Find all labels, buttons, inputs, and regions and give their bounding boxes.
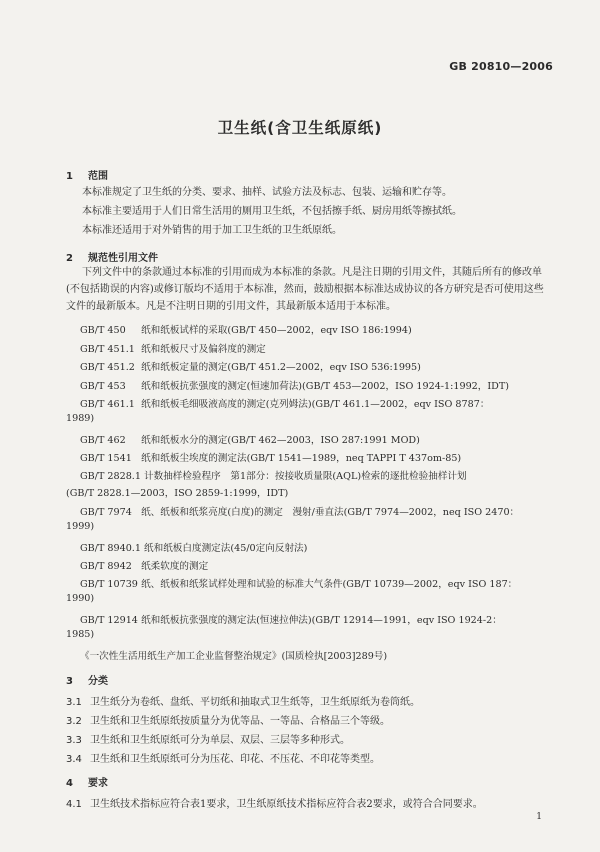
section-heading-scope: 1 范围 <box>66 171 108 182</box>
classification-item: 3.2 卫生纸和卫生纸原纸按质量分为优等品、一等品、合格品三个等级。 <box>66 716 390 727</box>
reference-item: GB/T 8940.1 纸和纸板白度测定法(45/0定向反射法) <box>80 543 308 554</box>
reference-item: GB/T 7974 纸、纸板和纸浆亮度(白度)的测定 漫射/垂直法(GB/T 7974—2002，neq ISO 2470： <box>80 507 520 518</box>
reference-continuation: 1999) <box>66 521 95 532</box>
classification-item: 3.4 卫生纸和卫生纸原纸可分为压花、印花、不压花、不印花等类型。 <box>66 754 380 765</box>
reference-item: GB/T 450 纸和纸板试样的采取(GB/T 450—2002，eqv ISO 186:1994) <box>80 325 412 336</box>
classification-item: 3.1 卫生纸分为卷纸、盘纸、平切纸和抽取式卫生纸等，卫生纸原纸为卷筒纸。 <box>66 697 420 708</box>
reference-item: GB/T 451.2 纸和纸板定量的测定(GB/T 451.2—2002，eqv ISO 536:1995) <box>80 362 421 373</box>
reference-continuation: 1989) <box>66 413 95 424</box>
reference-item: GB/T 12914 纸和纸板抗张强度的测定法(恒速拉伸法)(GB/T 12914—1991，eqv ISO 1924-2： <box>80 615 502 626</box>
section-heading-classification: 3 分类 <box>66 676 108 687</box>
reference-item: GB/T 2828.1 计数抽样检验程序 第1部分：按接收质量限(AQL)检索的逐批检验抽样计划 <box>80 471 467 482</box>
reference-item: GB/T 8942 纸柔软度的测定 <box>80 561 209 572</box>
reference-item: 《一次性生活用纸生产加工企业监督整治规定》(国质检执[2003]289号) <box>80 651 388 662</box>
reference-item: GB/T 462 纸和纸板水分的测定(GB/T 462—2003，ISO 287:1991 MOD) <box>80 435 420 446</box>
reference-continuation: 1990) <box>66 593 95 604</box>
reference-item: GB/T 1541 纸和纸板尘埃度的测定法(GB/T 1541—1989，neq TAPPI T 437om-85) <box>80 453 462 464</box>
scope-paragraph: 本标准还适用于对外销售的用于加工卫生纸的卫生纸原纸。 <box>82 225 342 236</box>
standard-number: GB 20810—2006 <box>449 60 553 73</box>
page-number: 1 <box>536 812 542 822</box>
scope-paragraph: 本标准规定了卫生纸的分类、要求、抽样、试验方法及标志、包装、运输和贮存等。 <box>82 187 452 198</box>
section-heading-normative-references: 2 规范性引用文件 <box>66 253 158 264</box>
section-heading-requirements: 4 要求 <box>66 778 108 789</box>
reference-item: GB/T 453 纸和纸板抗张强度的测定(恒速加荷法)(GB/T 453—2002，ISO 1924-1:1992，IDT) <box>80 381 510 392</box>
requirement-item: 4.1 卫生纸技术指标应符合表1要求，卫生纸原纸技术指标应符合表2要求，或符合合同要求。 <box>66 799 483 810</box>
reference-continuation: 1985) <box>66 629 95 640</box>
reference-continuation: (GB/T 2828.1—2003，ISO 2859-1:1999，IDT) <box>66 488 289 499</box>
references-intro-paragraph: 下列文件中的条款通过本标准的引用而成为本标准的条款。凡是注日期的引用文件，其随后所有的修改单(不包括勘误的内容)或修订版均不适用于本标准，然而，鼓励根据本标准达成协议的各方研究是否可使用这些文件的最新版本。凡是不注明日期的引用文件，其最新版本适用于本标准。 <box>66 267 544 312</box>
classification-item: 3.3 卫生纸和卫生纸原纸可分为单层、双层、三层等多种形式。 <box>66 735 350 746</box>
reference-item: GB/T 461.1 纸和纸板毛细吸液高度的测定(克列姆法)(GB/T 461.1—2002，eqv ISO 8787： <box>80 399 490 410</box>
scope-paragraph: 本标准主要适用于人们日常生活用的厕用卫生纸，不包括擦手纸、厨房用纸等擦拭纸。 <box>82 206 462 217</box>
document-title: 卫生纸(含卫生纸原纸) <box>217 119 383 137</box>
reference-item: GB/T 451.1 纸和纸板尺寸及偏斜度的测定 <box>80 344 266 355</box>
reference-item: GB/T 10739 纸、纸板和纸浆试样处理和试验的标准大气条件(GB/T 10739—2002，eqv ISO 187： <box>80 579 518 590</box>
